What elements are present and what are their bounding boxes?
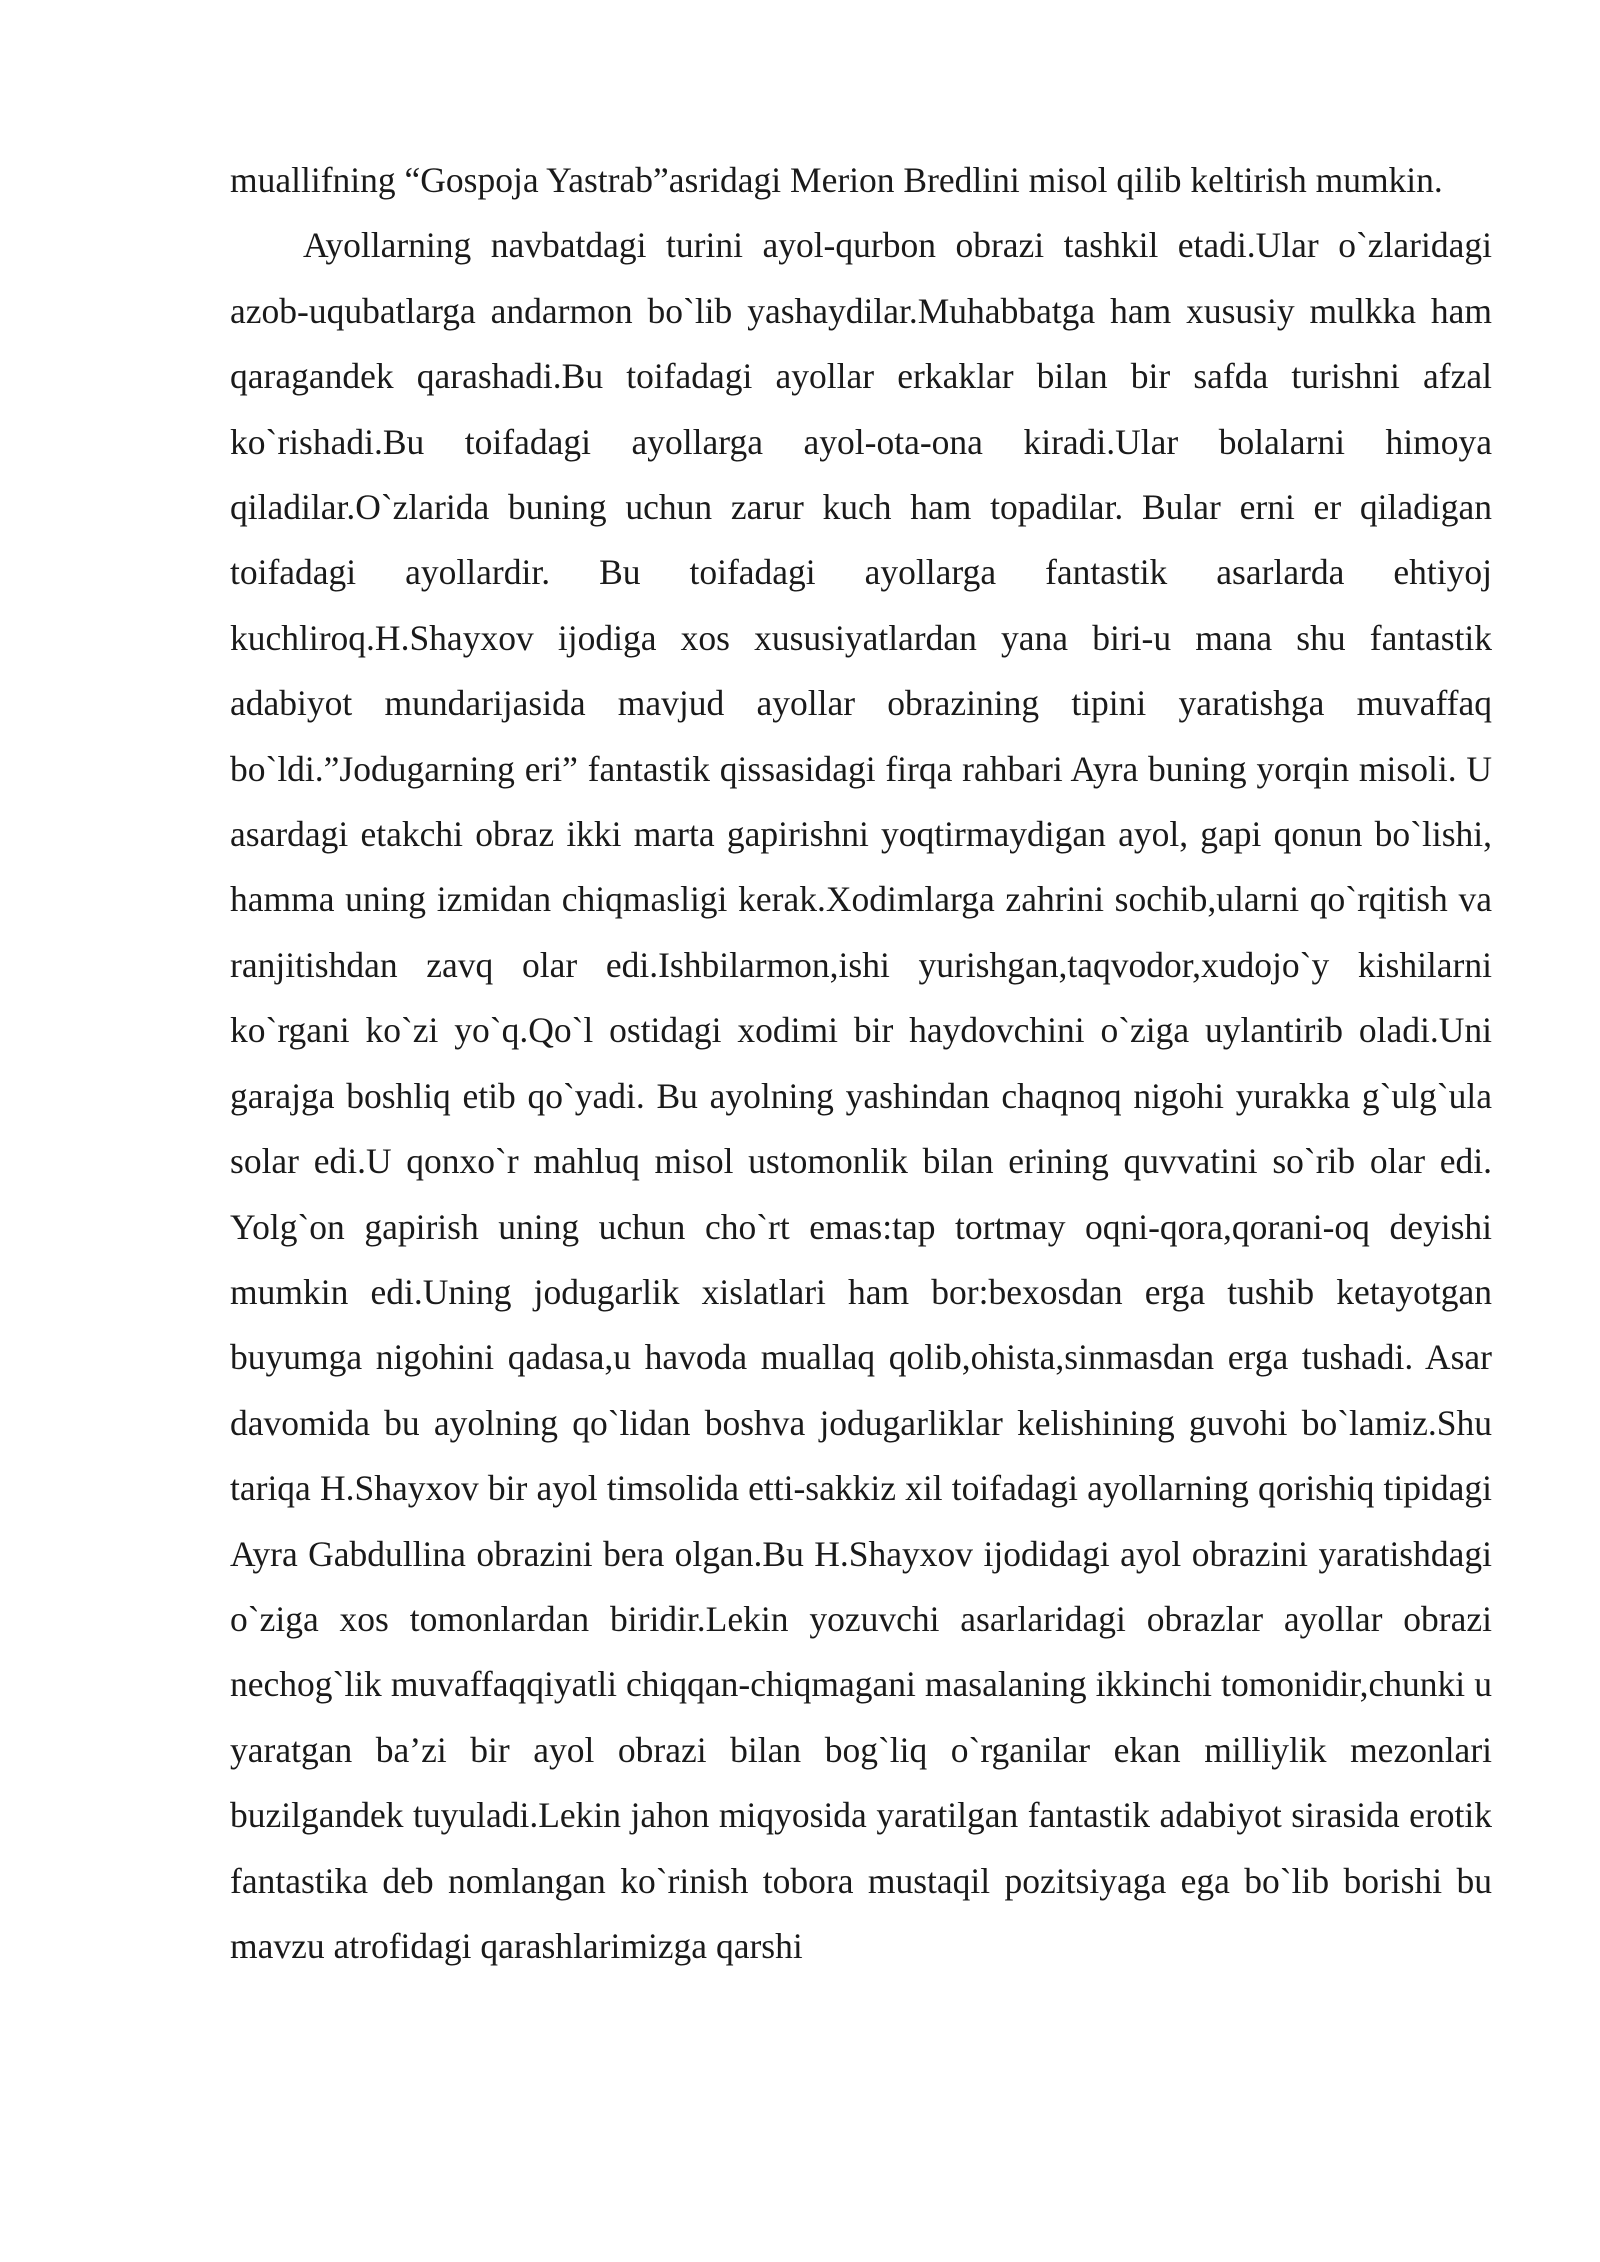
document-body	[230, 148, 1492, 1979]
paragraph-continuation: muallifning “Gospoja Yastrab”asridagi Merion Bredlini misol qilib keltirish mumkin.	[230, 160, 1443, 200]
paragraph-ayol-qurbon: Ayollarning navbatdagi turini ayol-qurbon obrazi tashkil etadi.Ular o`zlaridagi azob-uqubatlarga andarmon bo`lib yashaydilar.Muhabbatga ham xususiy mulkka ham qaragandek qarashadi.Bu toifadagi ayollar erkaklar bilan bir safda turishni afzal ko`rishadi.Bu toifadagi ayollarga ayol-ota-ona kiradi.Ular bolalarni himoya qiladilar.O`zlarida buning uchun zarur kuch ham topadilar. Bular erni er qiladigan toifadagi ayollardir. Bu toifadagi ayollarga fantastik asarlarda ehtiyoj kuchliroq.H.Shayxov ijodiga xos xususiyatlardan yana biri-u mana shu fantastik adabiyot mundarijasida mavjud ayollar obrazining tipini yaratishga muvaffaq bo`ldi.”Jodugarning eri” fantastik qissasidagi firqa rahbari Ayra buning yorqin misoli. U asardagi etakchi obraz ikki marta gapirishni yoqtirmaydigan ayol, gapi qonun bo`lishi, hamma uning izmidan chiqmasligi kerak.Xodimlarga zahrini sochib,ularni qo`rqitish va ranjitishdan zavq olar edi.Ishbilarmon,ishi yurishgan,taqvodor,xudojo`y kishilarni ko`rgani ko`zi yo`q.Qo`l ostidagi xodimi bir haydovchini o`ziga uylantirib oladi.Uni garajga boshliq etib qo`yadi. Bu ayolning yashindan chaqnoq nigohi yurakka g`ulg`ula solar edi.U qonxo`r mahluq misol ustomonlik bilan erining quvvatini so`rib olar edi. Yolg`on gapirish uning uchun cho`rt emas:tap tortmay oqni-qora,qorani-oq deyishi mumkin edi.Uning jodugarlik xislatlari ham bor:bexosdan erga tushib ketayotgan buyumga nigohini qadasa,u havoda muallaq qolib,ohista,sinmasdan erga tushadi. Asar davomida bu ayolning qo`lidan boshva jodugarliklar kelishining guvohi bo`lamiz.Shu tariqa H.Shayxov bir ayol timsolida etti-sakkiz xil toifadagi ayollarning qorishiq tipidagi Ayra Gabdullina obrazini bera olgan.Bu H.Shayxov ijodidagi ayol obrazini yaratishdagi o`ziga xos tomonlardan biridir.Lekin yozuvchi asarlaridagi obrazlar ayollar obrazi nechog`lik muvaffaqqiyatli chiqqan-chiqmagani masalaning ikkinchi tomonidir,chunki u yaratgan ba’zi bir ayol obrazi bilan bog`liq o`rganilar ekan milliylik mezonlari buzilgandek tuyuladi.Lekin jahon miqyosida yaratilgan fantastik adabiyot sirasida erotik fantastika deb nomlangan ko`rinish tobora mustaqil pozitsiyaga ega bo`lib borishi bu mavzu atrofidagi qarashlarimizga qarshi	[230, 225, 1492, 1966]
